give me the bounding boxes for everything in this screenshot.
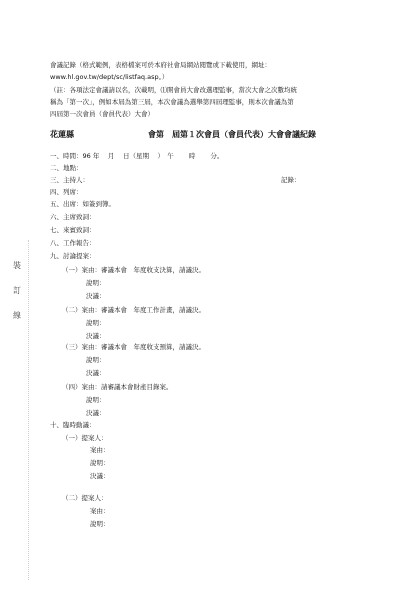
proposal-2-explain: 說明： — [86, 319, 106, 327]
proposal-4-resolve: 決議： — [86, 409, 106, 417]
motions-heading: 十、臨時動議： — [50, 421, 96, 429]
item-present: 五、出席：如簽到簿。 — [50, 200, 115, 208]
item-time: 一、時間：96 年 月 日（星期 ） 午 時 分。 — [50, 152, 224, 160]
header-line-2: www.hl.gov.tw/dept/sc/listfaq.asp。） — [50, 73, 169, 81]
proposal-3-resolve: 決議： — [86, 369, 106, 377]
proposal-1-resolve: 決議： — [86, 292, 106, 300]
item-attend: 四、列席： — [50, 188, 83, 196]
binding-char-2: 訂 — [13, 286, 21, 295]
item-place: 二、地點： — [50, 164, 83, 172]
item-chair: 三、主持人： — [50, 176, 89, 184]
item-guest-speech: 七、來賓致詞： — [50, 226, 96, 234]
proposal-3-case: （三）案由：審議本會 年度收支預算，請議決。 — [62, 343, 205, 351]
proposal-2-case: （二）案由：審議本會 年度工作計畫，請議決。 — [62, 306, 205, 314]
header-line-1: 會議記錄（格式範例，表格檔案可於本府社會局網站閱覽或下載使用，網址： — [50, 61, 271, 69]
motion-1-explain: 說明： — [90, 459, 110, 467]
item-work-report: 八、工作報告： — [50, 239, 96, 247]
motion-2-case: 案由： — [90, 507, 110, 515]
proposal-4-explain: 說明： — [86, 396, 106, 404]
motion-1-title: （一）提案人： — [62, 434, 108, 442]
proposal-3-explain: 說明： — [86, 356, 106, 364]
motion-1-case: 案由： — [90, 446, 110, 454]
motion-1-resolve: 決議： — [90, 472, 110, 480]
item-chair-speech: 六、主席致詞： — [50, 213, 96, 221]
title-county: 花蓮縣 — [50, 130, 74, 139]
binding-char-3: 線 — [13, 311, 21, 320]
page-title: 會第 屆第１次會員（會員代表）大會會議紀錄 — [148, 130, 316, 139]
proposal-1-explain: 說明： — [86, 279, 106, 287]
item-discussion: 九、討論提案： — [50, 252, 96, 260]
item-recorder: 記錄： — [281, 176, 301, 184]
motion-2-explain: 說明： — [90, 520, 110, 528]
note-line-2: 稱為「第一次」，例如本屆為第三屆，本次會議為選舉第四屆理監事，則本次會議為第 — [50, 98, 294, 106]
note-line-3: 四屆第一次會員（會員代表）大會） — [50, 110, 154, 118]
motion-2-title: （二）提案人： — [62, 494, 108, 502]
proposal-2-resolve: 決議： — [86, 332, 106, 340]
proposal-4-case: （四）案由：請審議本會財產目錄案。 — [62, 383, 173, 391]
proposal-1-case: （一）案由：審議本會 年度收支決算，請議決。 — [62, 266, 205, 274]
note-line-1: （註：各項法定會議請以名，次載明，⑴開會員大會改選理監事，當次大會之次數均統 — [50, 86, 297, 94]
binding-dotted-line — [28, 240, 29, 580]
binding-char-1: 裝 — [13, 261, 21, 270]
